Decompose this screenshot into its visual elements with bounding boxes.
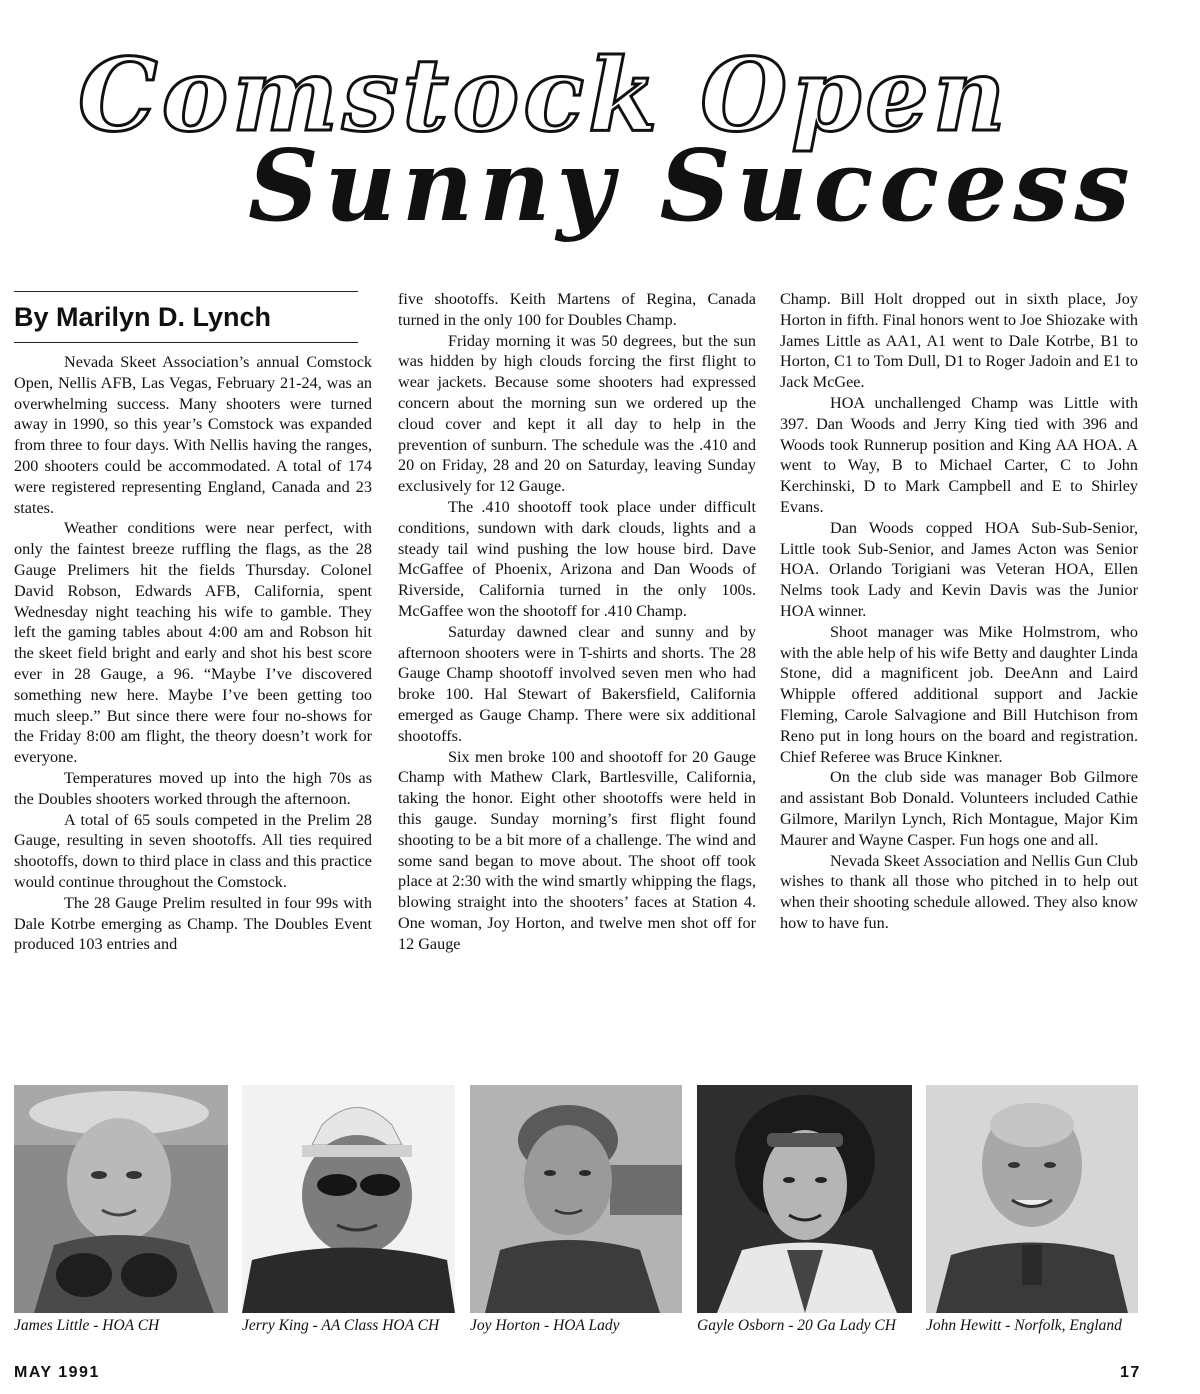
paragraph: Temperatures moved up into the high 70s as the Doubles shooters worked through the afternoon.: [14, 768, 372, 808]
article-column-2: [398, 289, 756, 955]
issue-date: MAY 1991: [14, 1364, 100, 1381]
paragraph: Nevada Skeet Association’s annual Comstock Open, Nellis AFB, Las Vegas, February 21-24, was an overwhelming success. Many shooters were turned away in 1990, so this year’s Comstock was expanded from three to four days. With Nellis having the ranges, 200 shooters could be accommodated. A total of 174 were registered representing England, Canada and 23 states.: [14, 353, 372, 517]
paragraph: Friday morning it was 50 degrees, but the sun was hidden by high clouds forcing the first flight to wear jackets. Because some shooters had expressed concern about the morning sun we ordered up the cloud cover and kept it all day to help in the prevention of sunburn. The schedule was the .410 and 20 on Friday, 28 and 20 on Saturday, leaving Sunday exclusively for 12 Gauge.: [398, 331, 756, 496]
woman-short-hair-photo: [470, 1085, 682, 1313]
paragraph: The .410 shootoff took place under difficult conditions, sundown with dark clouds, lights and a steady tail wind pushing the low house bird. Dave McGaffee of Phoenix, Arizona and Dan Woods of Riverside, California turned in the only 100s. McGaffee won the shootoff for .410 Champ.: [398, 497, 756, 620]
paragraph: Nevada Skeet Association and Nellis Gun Club wishes to thank all those who pitched in to help out when their shooting schedule allowed. They also know how to have fun.: [780, 851, 1138, 932]
paragraph: Dan Woods copped HOA Sub-Sub-Senior, Little took Sub-Senior, and James Acton was Senior HOA. Orlando Torigiani was Veteran HOA, Ellen Nelms took Lady and Kevin Davis was the Junior HOA winner.: [780, 518, 1138, 620]
paragraph: Champ. Bill Holt dropped out in sixth place, Joy Horton in fifth. Final honors went to Joe Shiozake with James Little as AA1, A1 went to Dale Kotrbe, B1 to Horton, C1 to Tom Dull, D1 to Roger Jadoin and E1 to Jack McGee.: [780, 290, 1138, 392]
headline-line-1: Comstock Open: [78, 36, 1010, 154]
byline-bottom-rule: [14, 342, 358, 343]
photo-caption: Joy Horton - HOA Lady: [470, 1317, 620, 1334]
woman-sunglasses-vest-photo: [697, 1085, 912, 1313]
paragraph: Shoot manager was Mike Holmstrom, who with the able help of his wife Betty and daughter Linda Stone, did a magnificent job. DeeAnn and Laird Whipple offered additional support and Jackie Fleming, Carole Salvagione and Bill Hutchison from Reno put in long hours on the board and registration. Chief Referee was Bruce Kinkner.: [780, 622, 1138, 766]
article-column-3: [780, 289, 1138, 934]
paragraph: five shootoffs. Keith Martens of Regina, Canada turned in the only 100 for Doubles Champ.: [398, 290, 756, 329]
photo-caption: John Hewitt - Norfolk, England: [926, 1317, 1122, 1334]
photo-caption: James Little - HOA CH: [14, 1317, 160, 1334]
article-column-1: [14, 352, 372, 955]
paragraph: Weather conditions were near perfect, with only the faintest breeze ruffling the flags, as the 28 Gauge Prelimers hit the fields Thursday. Colonel David Robson, Edwards AFB, California, spent Wednesday night teaching his wife to gamble. They left the gaming tables about 4:00 am and Robson hit the skeet field bright and early and shot his best score ever in 28 Gauge, a 96. “Maybe I’ve discovered something new here. Maybe I’ve been getting too much sleep.” But since there were four no-shows for the Friday 8:00 am flight, the theory doesn’t work for everyone.: [14, 519, 372, 767]
headline-line-2: Sunny Success: [248, 129, 1136, 244]
paragraph: A total of 65 souls competed in the Prelim 28 Gauge, resulting in seven shootoffs. All ties required shootoffs, down to third place in class and this practice would continue throughout the Comstock.: [14, 810, 372, 891]
man-bald-smiling-photo: [926, 1085, 1138, 1313]
paragraph: Saturday dawned clear and sunny and by afternoon shooters were in T-shirts and shorts. The 28 Gauge Champ shootoff involved seven men who had broke 100. Hal Stewart of Bakersfield, California emerged as Gauge Champ. There were six additional shootoffs.: [398, 622, 756, 745]
paragraph: Six men broke 100 and shootoff for 20 Gauge Champ with Mathew Clark, Bartlesville, California, taking the honor. Eight other shootoffs were held in this gauge. Sunday morning’s first flight found shooting to be a bit more of a challenge. The wind and some sand began to move about. The shoot off took place at 2:30 with the wind smartly whipping the flags, blowing straight into the shooters’ faces at Station 4. One woman, Joy Horton, and twelve men shot off for 12 Gauge: [398, 747, 756, 953]
photo-caption: Gayle Osborn - 20 Ga Lady CH: [697, 1317, 896, 1334]
man-with-hat-binoculars-photo: [14, 1085, 228, 1313]
man-with-cap-sunglasses-photo: [242, 1085, 455, 1313]
paragraph: The 28 Gauge Prelim resulted in four 99s with Dale Kotrbe emerging as Champ. The Doubles Event produced 103 entries and: [14, 893, 372, 954]
paragraph: On the club side was manager Bob Gilmore and assistant Bob Donald. Volunteers included Cathie Gilmore, Marilyn Lynch, Rich Montague, Major Kim Maurer and Wayne Casper. Fun hogs one and all.: [780, 768, 1138, 849]
byline-top-rule: [14, 291, 358, 292]
paragraph: HOA unchallenged Champ was Little with 397. Dan Woods and Jerry King tied with 396 and Woods took Runnerup position and King AA HOA. A went to Way, B to Michael Carter, C to John Kerchinski, D to Mark Campbell and E to Shirley Evans.: [780, 393, 1138, 516]
photo-caption: Jerry King - AA Class HOA CH: [242, 1317, 440, 1334]
page-number: 17: [1120, 1364, 1141, 1381]
byline: By Marilyn D. Lynch: [14, 302, 272, 332]
